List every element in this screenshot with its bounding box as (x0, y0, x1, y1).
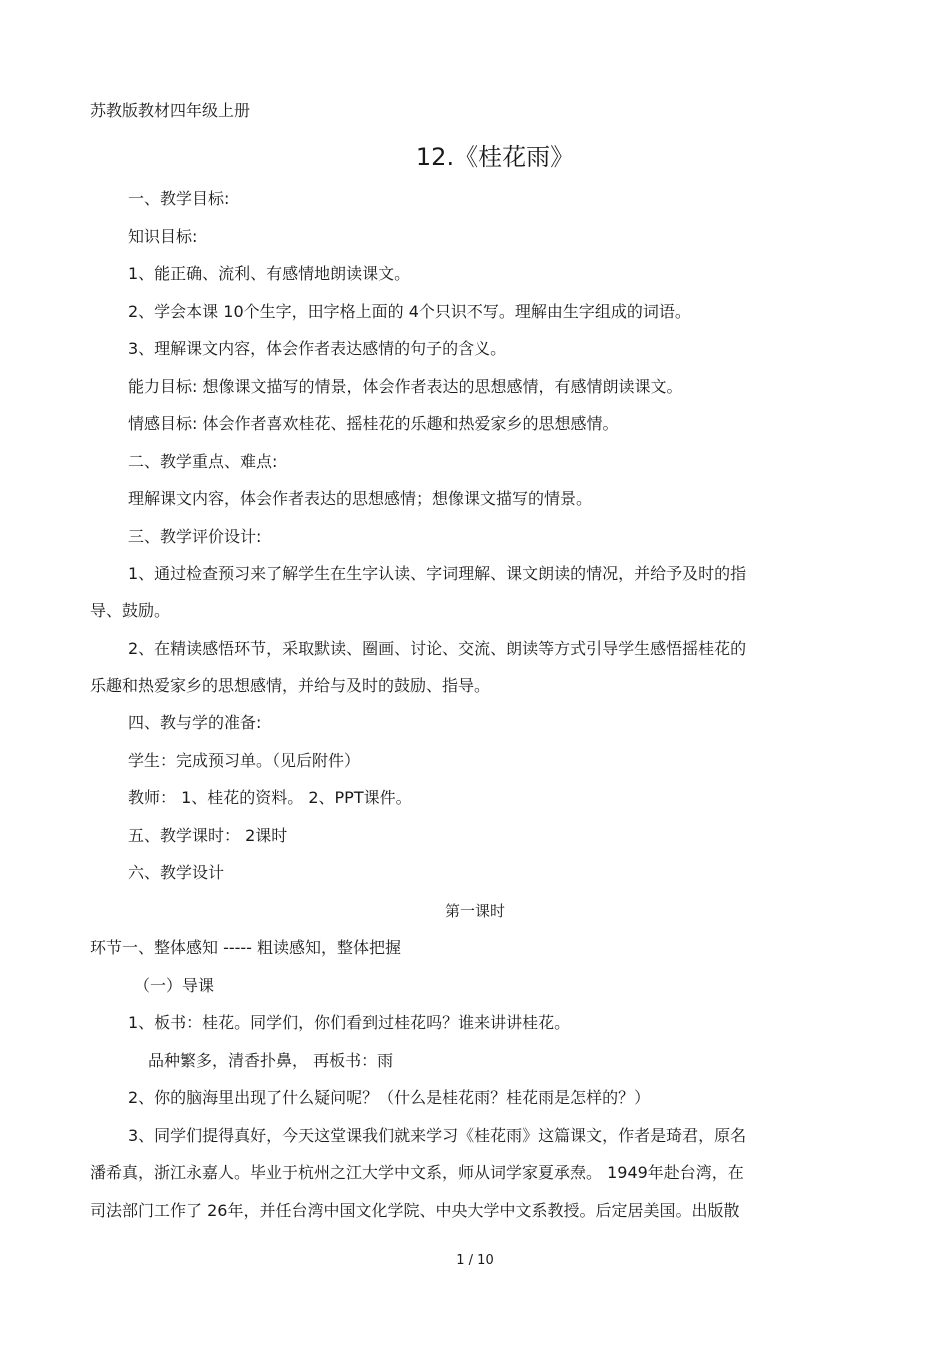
section-heading: 五、教学课时： 2课时 (128, 826, 288, 845)
paragraph-line: 3、理解课文内容，体会作者表达感情的句子的含义。 (128, 339, 507, 358)
subheading: （一）导课 (134, 976, 215, 995)
lesson-heading: 第一课时 (444, 902, 505, 920)
section-heading: 二、教学重点、难点: (128, 452, 278, 471)
paragraph-line: 教师： 1、桂花的资料。 2、PPT课件。 (128, 788, 412, 807)
header-series: 苏教版教材四年级上册 (90, 101, 251, 120)
paragraph-line: 1、能正确、流利、有感情地朗读课文。 (128, 264, 411, 283)
section-heading: 一、教学目标: (128, 189, 230, 208)
paragraph-line: 司法部门工作了 26年，并任台湾中国文化学院、中央大学中文系教授。后定居美国。出版散 (90, 1201, 740, 1220)
step-heading: 环节一、整体感知 ----- 粗读感知，整体把握 (90, 938, 402, 957)
paragraph-line: 导、鼓励。 (90, 601, 171, 620)
section-heading: 四、教与学的准备: (128, 713, 262, 732)
paragraph-line: 1、通过检查预习来了解学生在生字认读、字词理解、课文朗读的情况，并给予及时的指 (128, 564, 747, 583)
paragraph-line: 2、你的脑海里出现了什么疑问呢？（什么是桂花雨？桂花雨是怎样的？） (128, 1088, 651, 1107)
paragraph-line: 学生：完成预习单。（见后附件） (128, 751, 361, 770)
paragraph-line: 3、同学们提得真好，今天这堂课我们就来学习《桂花雨》这篇课文，作者是琦君，原名 (128, 1126, 747, 1145)
paragraph-line: 情感目标: 体会作者喜欢桂花、摇桂花的乐趣和热爱家乡的思想感情。 (128, 414, 619, 433)
paragraph-line: 乐趣和热爱家乡的思想感情，并给与及时的鼓励、指导。 (90, 676, 491, 695)
section-heading: 六、教学设计 (128, 863, 225, 882)
paragraph-line: 理解课文内容，体会作者表达的思想感情；想像课文描写的情景。 (128, 489, 593, 508)
paragraph-line: 2、学会本课 10个生字，田字格上面的 4个只识不写。理解由生字组成的词语。 (128, 302, 691, 321)
paragraph-line: 潘希真，浙江永嘉人。毕业于杭州之江大学中文系，师从词学家夏承焘。 1949年赴台湾，在 (90, 1163, 744, 1182)
paragraph-line: 能力目标: 想像课文描写的情景，体会作者表达的思想感情，有感情朗读课文。 (128, 377, 683, 396)
page-number: 1 / 10 (456, 1253, 494, 1268)
page-title: 12.《桂花雨》 (415, 143, 575, 171)
paragraph-line: 1、板书：桂花。同学们，你们看到过桂花吗？谁来讲讲桂花。 (128, 1013, 571, 1032)
subheading: 知识目标: (128, 227, 198, 246)
section-heading: 三、教学评价设计: (128, 527, 262, 546)
paragraph-line: 2、在精读感悟环节，采取默读、圈画、讨论、交流、朗读等方式引导学生感悟摇桂花的 (128, 639, 747, 658)
paragraph-line: 品种繁多，清香扑鼻， 再板书：雨 (148, 1051, 394, 1070)
